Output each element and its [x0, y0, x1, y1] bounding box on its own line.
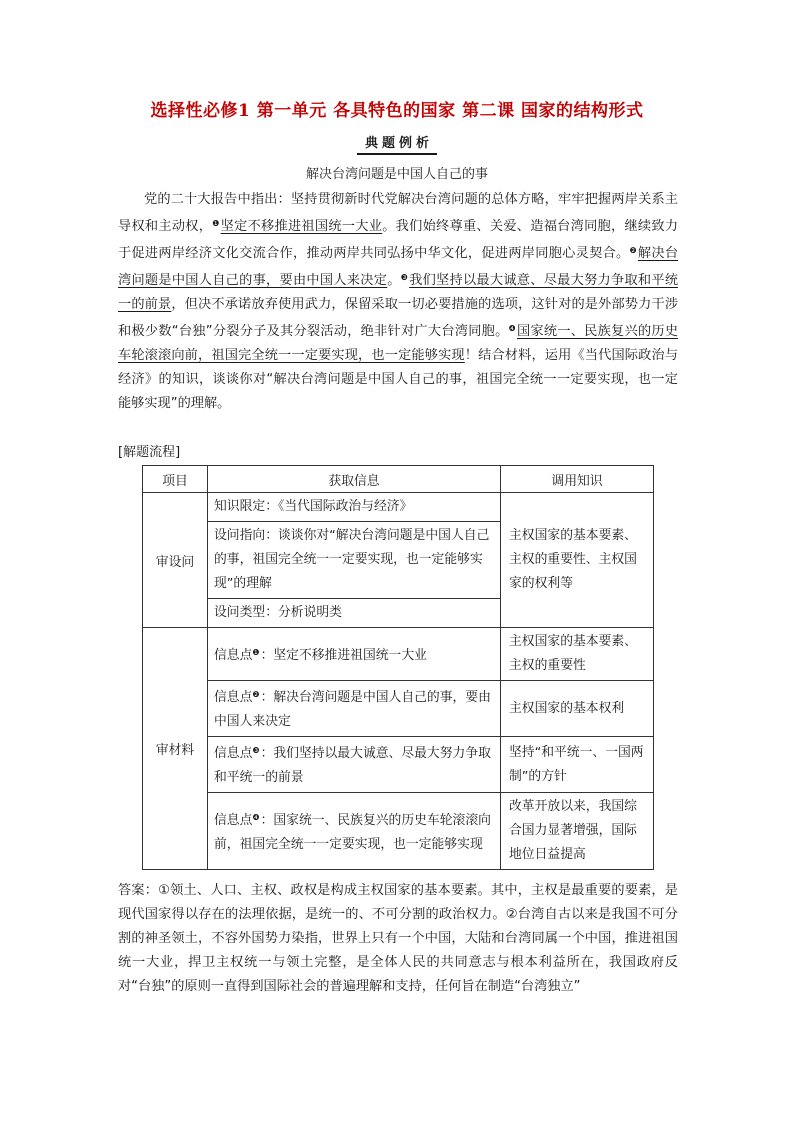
table-header-row: [143, 466, 654, 493]
material-text-2: 。我们始终尊重、关爱、造福台湾同胞，继续致力于促进两岸经济文化交流合作，推动两岸共同弘扬中华文化，促进两岸同胞心灵契合。: [118, 219, 679, 261]
key-sentence-2: 解决台湾问题是中国人自己的事，要由中国人来决定: [118, 246, 679, 288]
material-text-5: ！结合材料，运用《当代国际政治与经济》的知识，谈谈你对“解决台湾问题是中国人自己的事，祖国完全统一一定要实现，也一定能够实现”的理解。: [118, 348, 679, 411]
info-cell: 设问指向：谈谈你对“解决台湾问题是中国人自己的事，祖国完全统一一定要实现，也一定能够实现”的理解: [208, 522, 501, 599]
flow-label: [解题流程]: [118, 445, 181, 460]
question-title: 解决台湾问题是中国人自己的事: [305, 167, 488, 182]
section-heading: [0, 132, 794, 155]
page-title: 选择性必修1 第一单元 各具特色的国家 第二课 国家的结构形式: [150, 101, 644, 121]
analysis-table: [142, 465, 654, 870]
material-text-3: 。: [387, 273, 401, 288]
key-sentence-4: 国家统一、民族复兴的历史车轮滚滚向前，祖国完全统一一定要实现，也一定能够实现: [118, 324, 679, 363]
material-text-1: 党的二十大报告中指出：坚持贯彻新时代党解决台湾问题的总体方略，牢牢把握两岸关系主导权和主动权，: [118, 192, 678, 234]
marker-2: ❷: [252, 690, 260, 699]
knowledge-cell: 主权国家的基本权利: [501, 681, 654, 737]
knowledge-cell: 主权国家的基本要素、主权的重要性、主权国家的权利等: [501, 493, 654, 628]
header-knowledge: 调用知识: [501, 466, 654, 493]
knowledge-cell: 坚持“和平统一、一国两制”的方针: [501, 737, 654, 793]
marker-4: ❹: [252, 812, 260, 822]
answer-paragraph: 答案：①领土、人口、主权、政权是构成主权国家的基本要素。其中，主权是最重要的要素，是现代国家得以存在的法理依据，是统一的、不可分割的政治权力。②台湾自古以来是我国不可分割的神圣领土，不容外国势力染指，世界上只有一个中国，大陆和台湾同属一个中国，推进祖国统一大业，捍卫主权统一与领土完整，是全体人民的共同意志与根本利益所在，我国政府反对“台独”的原则一直得到国际社会的普遍理解和支持，任何旨在制造“台湾独立”: [118, 883, 678, 994]
info-prefix: 信息点: [214, 746, 253, 761]
info-prefix: 信息点: [214, 647, 253, 663]
info-text: ：国家统一、民族复兴的历史车轮滚滚向前，祖国完全统一一定要实现，也一定能够实现: [214, 812, 491, 852]
table-row: [143, 737, 654, 793]
info-cell: [208, 628, 501, 681]
material-paragraph: [118, 188, 678, 416]
marker-2: ❷: [629, 246, 637, 255]
marker-3: ❸: [400, 273, 409, 282]
table-row: [143, 628, 654, 681]
group-label-question: 审设问: [143, 493, 208, 628]
knowledge-cell: 主权国家的基本要素、主权的重要性: [501, 628, 654, 681]
section-label: 典题例析: [357, 132, 437, 155]
info-cell: [208, 681, 501, 737]
marker-3: ❸: [252, 746, 260, 755]
marker-4: ❹: [508, 324, 516, 333]
info-cell: 知识限定：《当代国际政治与经济》: [208, 493, 501, 522]
group-label-material: 审材料: [143, 628, 208, 870]
key-sentence-1: 坚定不移推进祖国统一大业: [220, 219, 383, 234]
info-prefix: 信息点: [214, 690, 253, 705]
table-row: [143, 493, 654, 522]
info-cell: [208, 793, 501, 870]
info-cell: 设问类型：分析说明类: [208, 599, 501, 628]
info-text: ：我们坚持以最大诚意、尽最大努力争取和平统一的前景: [214, 746, 491, 785]
key-sentence-3: 我们坚持以最大诚意、尽最大努力争取和平统一的前景: [118, 273, 679, 312]
table-row: [143, 793, 654, 870]
marker-1: ❶: [212, 219, 220, 228]
knowledge-cell: 改革开放以来，我国综合国力显著增强，国际地位日益提高: [501, 793, 654, 870]
marker-1: ❶: [252, 647, 260, 657]
header-item: 项目: [143, 466, 208, 493]
info-text: ：坚定不移推进祖国统一大业: [260, 647, 427, 663]
info-text: ：解决台湾问题是中国人自己的事，要由中国人来决定: [214, 690, 491, 729]
material-text-4: ，但决不承诺放弃使用武力，保留采取一切必要措施的选项，这针对的是外部势力干涉和极少数“台独”分裂分子及其分裂活动，绝非针对广大台湾同胞。: [118, 297, 679, 339]
info-cell: [208, 737, 501, 793]
table-row: [143, 681, 654, 737]
header-info: 获取信息: [208, 466, 501, 493]
info-prefix: 信息点: [214, 812, 253, 828]
